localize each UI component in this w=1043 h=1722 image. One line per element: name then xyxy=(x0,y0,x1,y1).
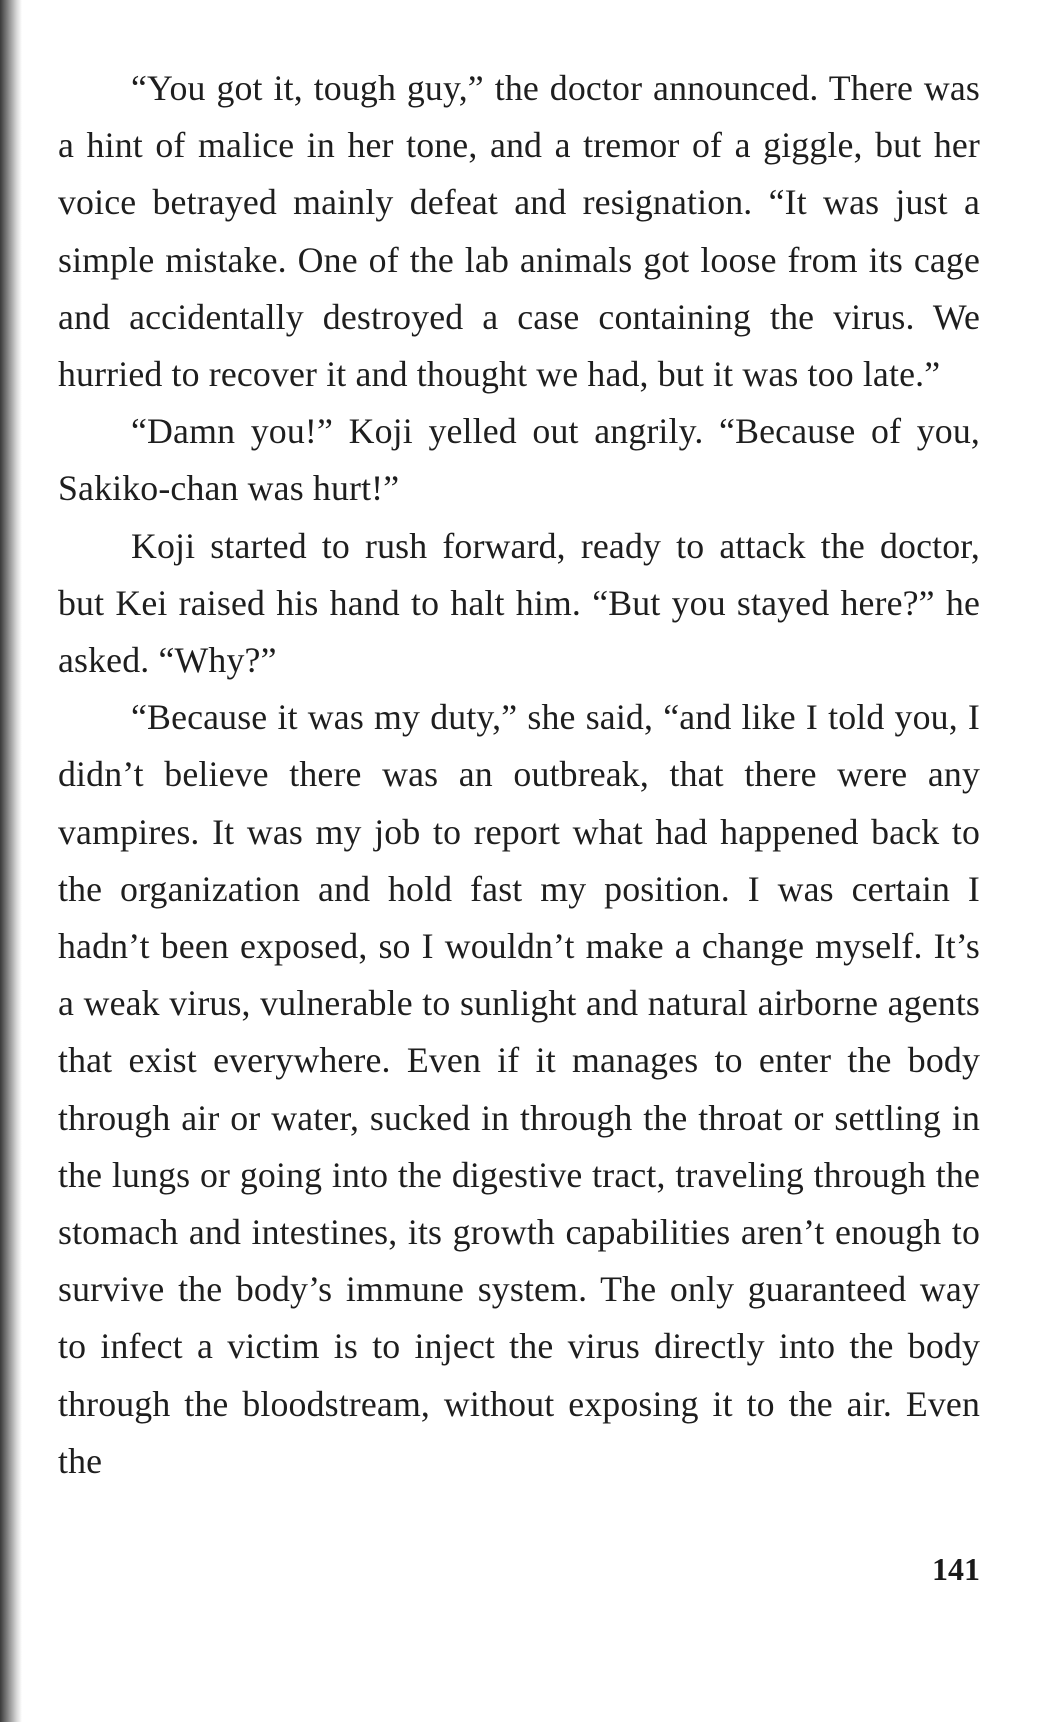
paragraph-2: “Damn you!” Koji yelled out angrily. “Because of you, Sakiko-chan was hurt!” xyxy=(58,411,980,509)
paragraph-4: “Because it was my duty,” she said, “and like I told you, I didn’t believe there was an outbreak, that there were any vampires. It was my job to report what had happened back to the organization and hold fast my position. I was certain I hadn’t been exposed, so I wouldn’t make a change myself. It’s a weak virus, vulnerable to sunlight and natural airborne agents that exist everywhere. Even if it manages to enter the body through air or water, sucked in through the throat or settling in the lungs or going into the digestive tract, traveling through the stomach and intestines, its growth capabilities aren’t enough to survive the body’s immune system. The only guaranteed way to infect a victim is to inject the virus directly into the body through the bloodstream, without exposing it to the air. Even the xyxy=(58,697,980,1481)
paragraph-3: Koji started to rush forward, ready to attack the doctor, but Kei raised his hand to halt him. “But you stayed here?” he asked. “Why?” xyxy=(58,525,980,681)
book-page-text xyxy=(58,60,980,1490)
binding-gutter-shadow xyxy=(0,0,22,1722)
paragraph-1: “You got it, tough guy,” the doctor announced. There was a hint of malice in her tone, and a tremor of a giggle, but her voice betrayed mainly defeat and resignation. “It was just a simple mistake. One of the lab animals got loose from its cage and accidentally destroyed a case containing the virus. We hurried to recover it and thought we had, but it was too late.” xyxy=(58,68,980,395)
page-number: 141 xyxy=(932,1551,980,1587)
